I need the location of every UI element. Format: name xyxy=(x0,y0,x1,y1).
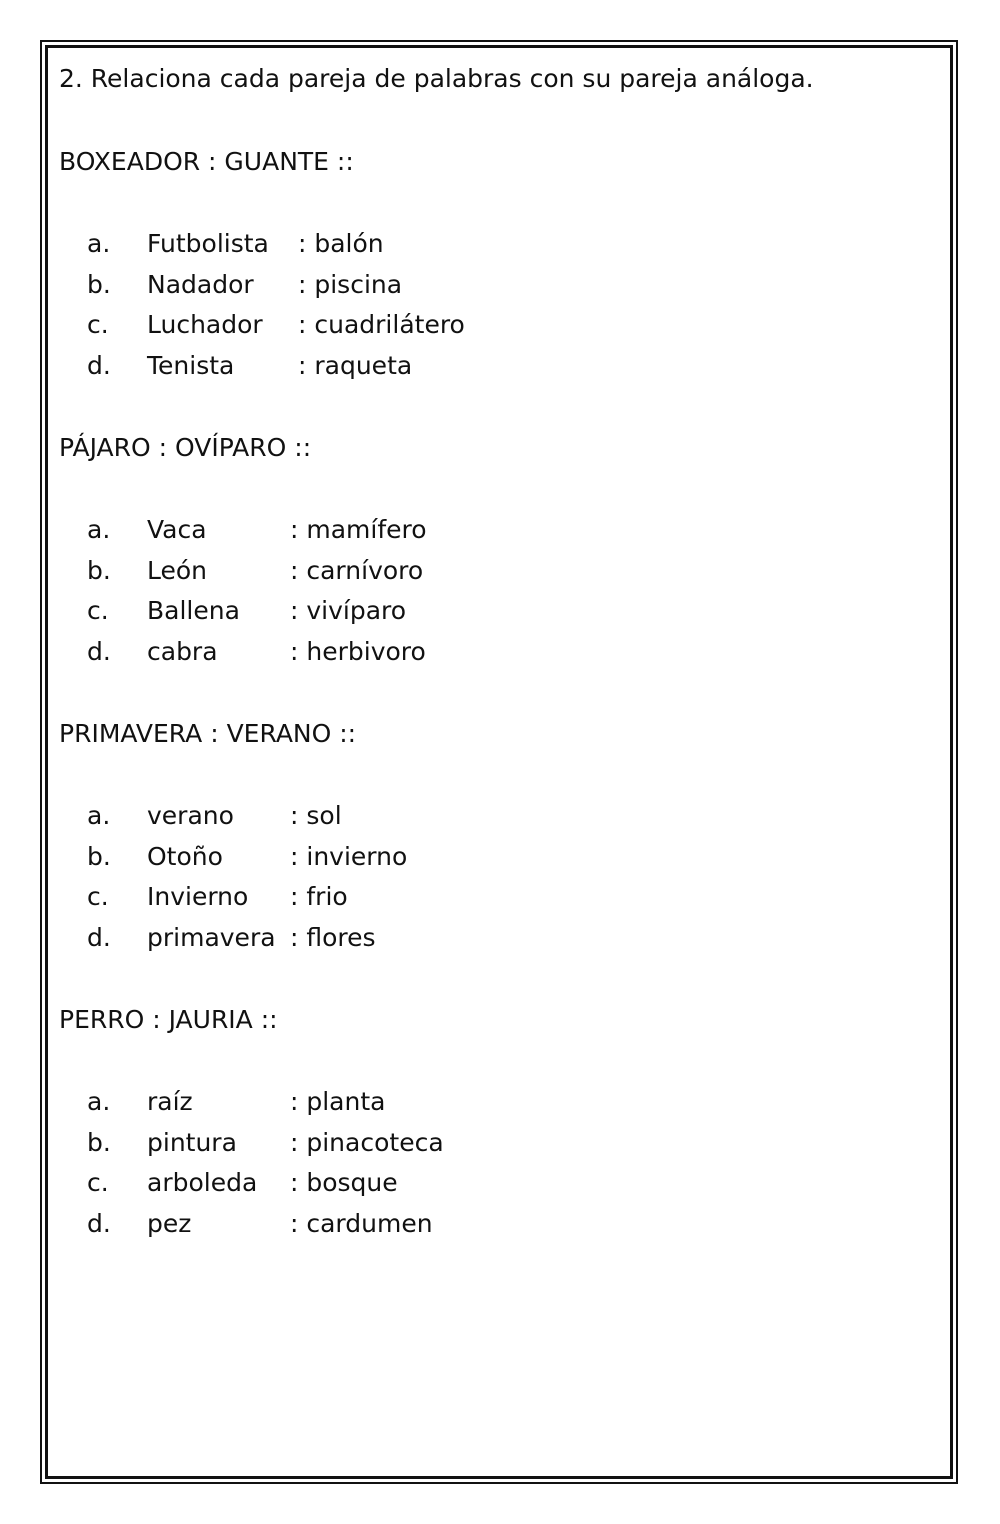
option-word: Nadador xyxy=(147,269,254,299)
option-letter: a. xyxy=(87,801,111,830)
option-pair: : invierno xyxy=(290,841,408,871)
option-word: primavera xyxy=(147,922,276,952)
option-item[interactable] xyxy=(59,1082,386,1123)
option-item[interactable] xyxy=(59,1163,398,1204)
option-letter: c. xyxy=(87,596,109,626)
option-item[interactable] xyxy=(59,551,424,592)
option-word: Vaca xyxy=(147,515,207,544)
option-letter: a. xyxy=(87,1087,111,1116)
option-letter: c. xyxy=(87,1168,109,1198)
option-pair: : pinacoteca xyxy=(290,1127,444,1157)
option-letter: a. xyxy=(87,229,111,258)
option-letter: d. xyxy=(87,636,111,666)
option-item[interactable] xyxy=(59,510,427,551)
option-item[interactable] xyxy=(59,346,413,387)
option-word: pez xyxy=(147,1208,192,1238)
option-letter: b. xyxy=(87,1127,111,1157)
analogy-header: BOXEADOR : GUANTE :: xyxy=(59,147,354,176)
option-item[interactable] xyxy=(59,796,356,837)
option-pair: : cardumen xyxy=(290,1208,433,1238)
analogy-section xyxy=(59,428,427,672)
option-pair: : herbivoro xyxy=(290,636,426,666)
option-item[interactable] xyxy=(59,224,384,265)
option-item[interactable] xyxy=(59,1123,444,1164)
option-letter: d. xyxy=(87,350,111,380)
analogy-section xyxy=(59,1000,444,1244)
option-letter: a. xyxy=(87,515,111,544)
option-pair: : frio xyxy=(290,882,348,912)
option-pair: : carnívoro xyxy=(290,555,424,585)
option-letter: b. xyxy=(87,269,111,299)
option-pair: : cuadrilátero xyxy=(298,310,465,340)
analogy-header: PERRO : JAURIA :: xyxy=(59,1005,278,1034)
option-word: verano xyxy=(147,801,234,830)
option-pair: : planta xyxy=(290,1087,386,1116)
option-word: raíz xyxy=(147,1087,193,1116)
option-word: pintura xyxy=(147,1127,237,1157)
option-pair: : raqueta xyxy=(298,350,413,380)
option-word: Ballena xyxy=(147,596,240,626)
analogy-section xyxy=(59,142,465,386)
option-pair: : mamífero xyxy=(290,515,427,544)
options-list xyxy=(59,510,427,672)
options-list xyxy=(59,224,465,386)
option-word: Otoño xyxy=(147,841,223,871)
option-word: León xyxy=(147,555,208,585)
option-pair: : vivíparo xyxy=(290,596,407,626)
option-item[interactable] xyxy=(59,877,356,918)
option-item[interactable] xyxy=(59,918,376,959)
analogy-header: PRIMAVERA : VERANO :: xyxy=(59,719,357,748)
option-item[interactable] xyxy=(59,591,407,632)
analogy-section xyxy=(59,714,408,958)
option-item[interactable] xyxy=(59,305,465,346)
exercise-title: 2. Relaciona cada pareja de palabras con su pareja análoga. xyxy=(59,64,814,93)
option-pair: : balón xyxy=(298,229,384,258)
analogy-header: PÁJARO : OVÍPARO :: xyxy=(59,433,312,462)
options-list xyxy=(59,796,408,958)
option-letter: d. xyxy=(87,1208,111,1238)
option-item[interactable] xyxy=(59,265,403,306)
option-item[interactable] xyxy=(59,837,408,878)
option-letter: c. xyxy=(87,310,109,340)
option-pair: : flores xyxy=(290,922,376,952)
option-letter: d. xyxy=(87,922,111,952)
option-pair: : piscina xyxy=(298,269,403,299)
option-letter: b. xyxy=(87,555,111,585)
options-list xyxy=(59,1082,444,1244)
option-word: arboleda xyxy=(147,1168,258,1198)
option-word: Futbolista xyxy=(147,229,269,258)
option-word: Invierno xyxy=(147,882,249,912)
option-pair: : sol xyxy=(290,801,342,830)
option-word: Tenista xyxy=(147,350,235,380)
option-letter: b. xyxy=(87,841,111,871)
option-word: Luchador xyxy=(147,310,263,340)
option-item[interactable] xyxy=(59,1204,433,1245)
option-pair: : bosque xyxy=(290,1168,398,1198)
option-item[interactable] xyxy=(59,632,426,673)
option-word: cabra xyxy=(147,636,218,666)
option-letter: c. xyxy=(87,882,109,912)
